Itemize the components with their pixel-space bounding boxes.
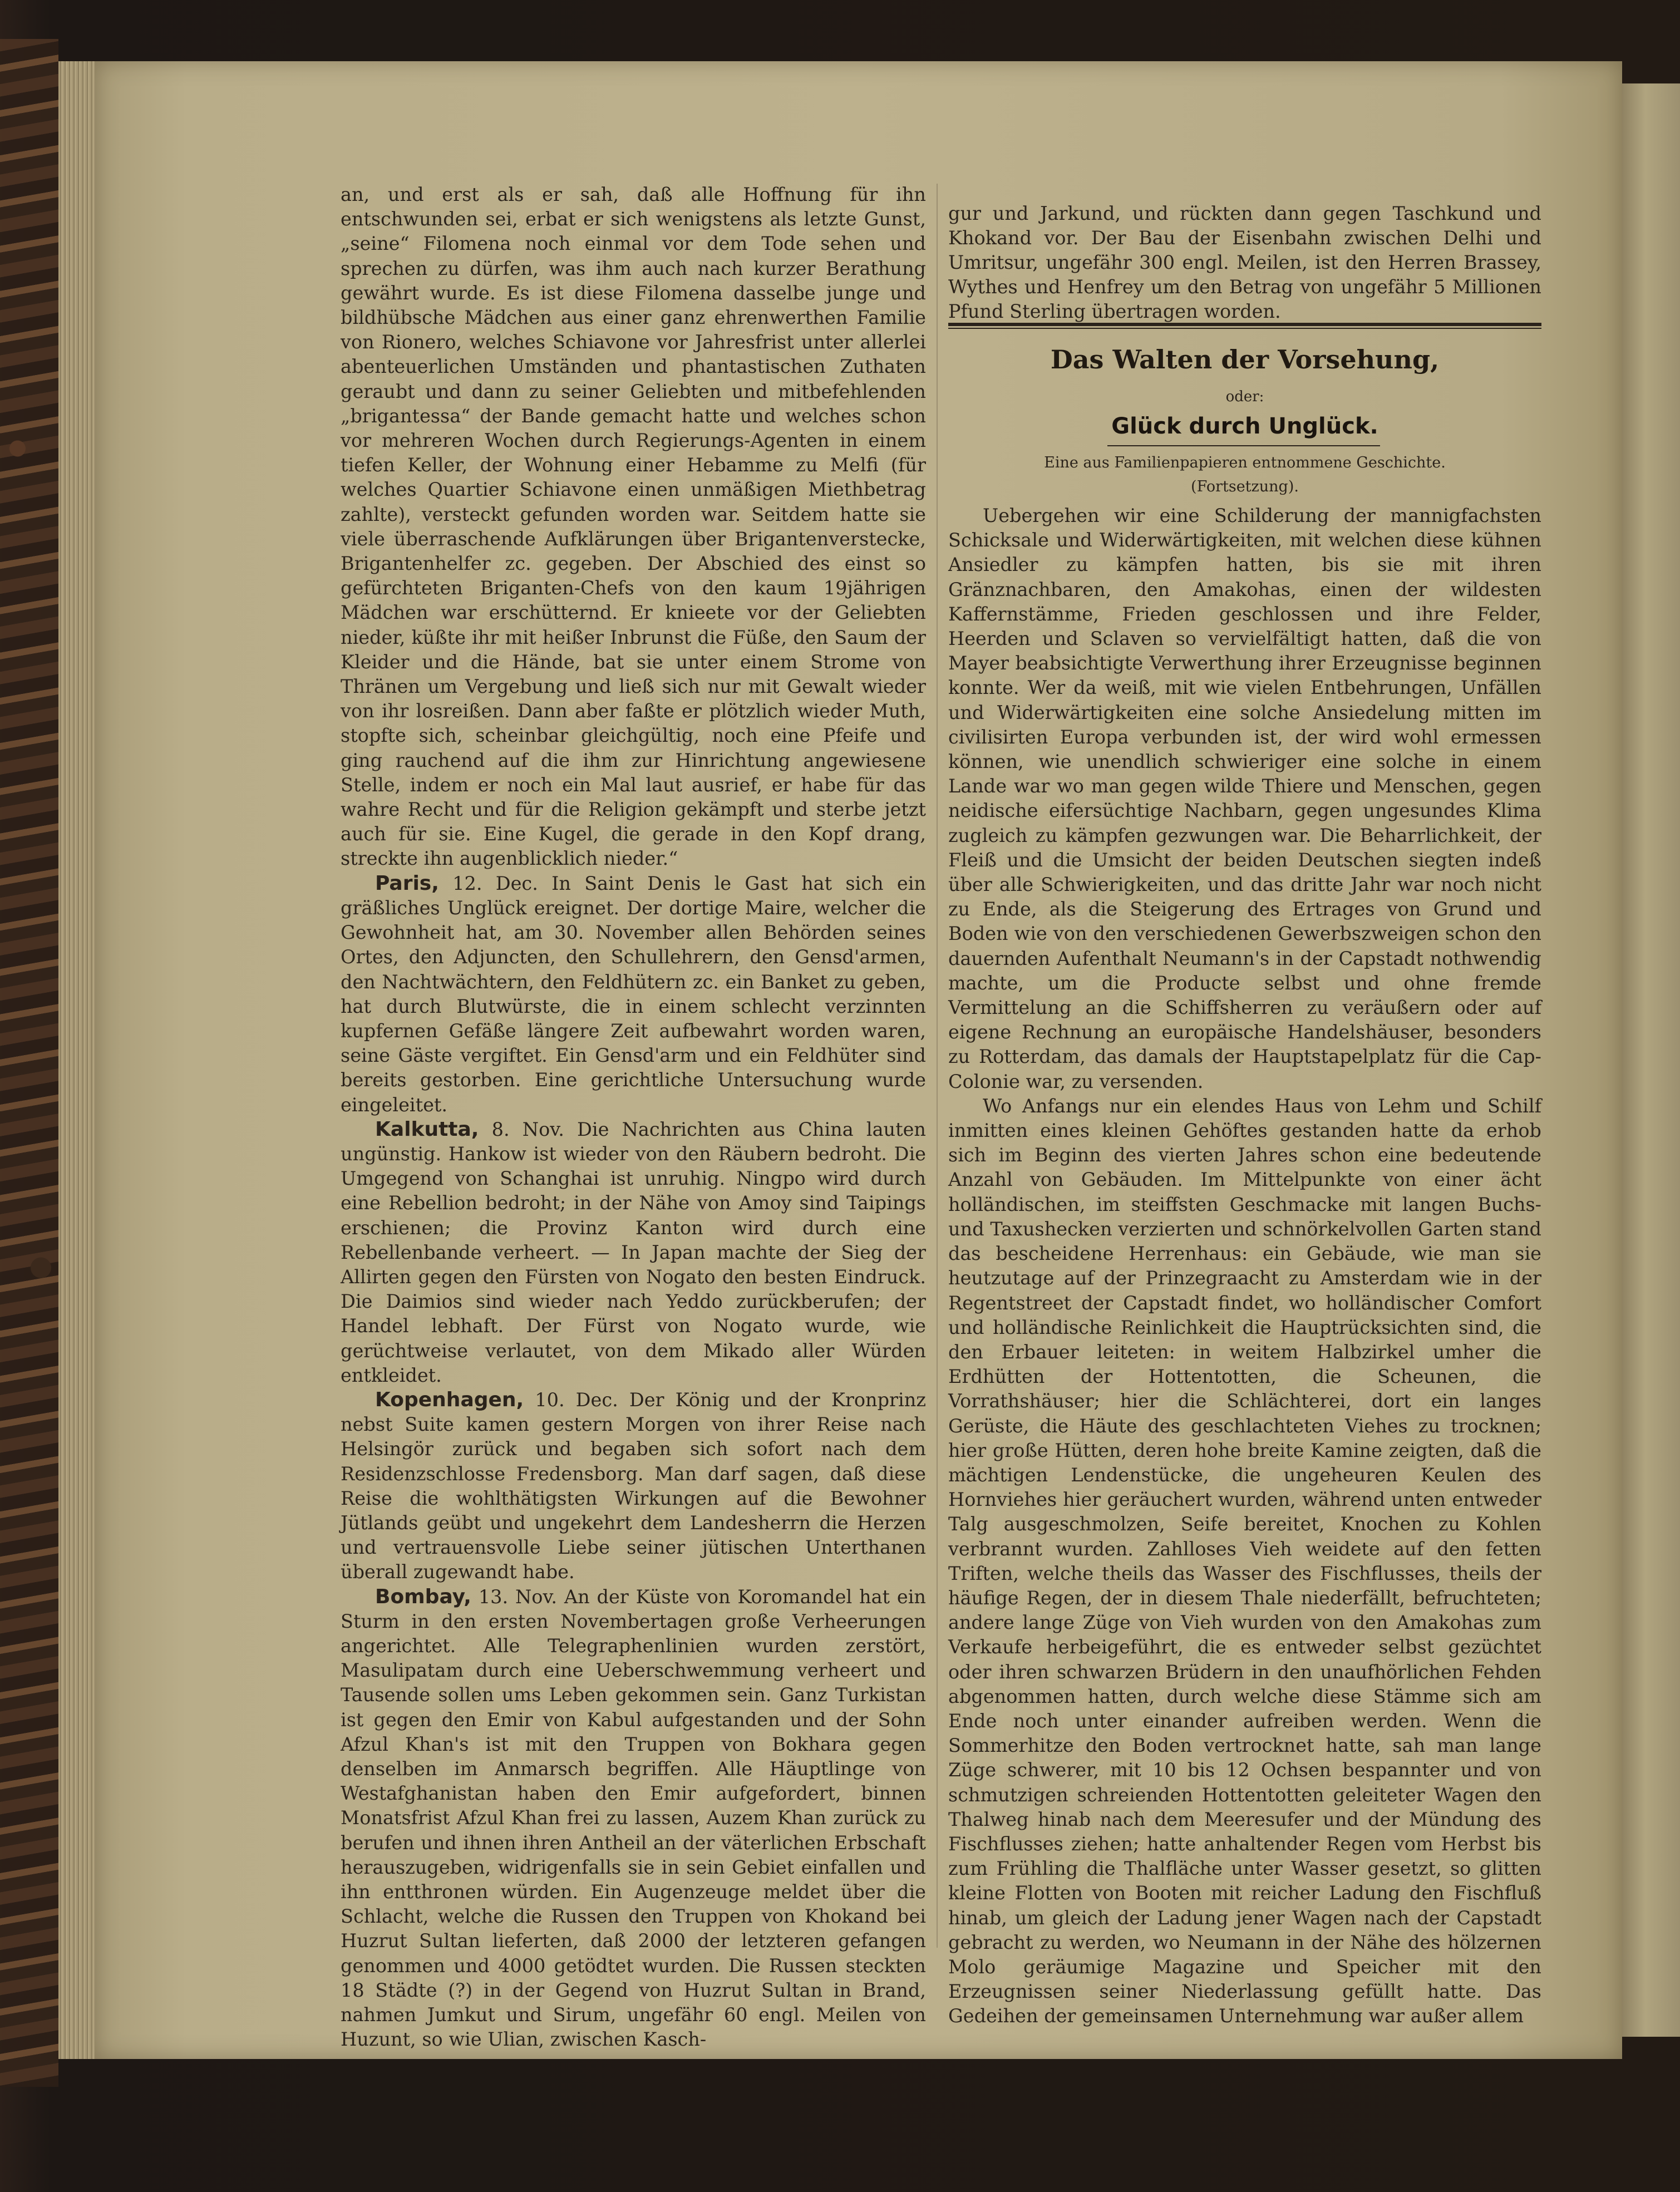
section-rule-thin [948, 328, 1541, 329]
news-text: 12. Dec. In Saint Denis le Gast hat sich ein gräßliches Unglück ereignet. Der dortige Maire, welcher die Gewohnheit hat, am 30. November allen Behörden seines Ortes, den Adjuncten, den Schullehrern, den Gensd'armen, den Nachtwächtern, den Feldhütern zc. ein Banket zu geben, hat durch Blutwürste, die in einem schlecht verzinnten kupfernen Gefäße längere Zeit aufbewahrt worden waren, seine Gäste vergiftet. Ein Gensd'arm und ein Feldhüter sind bereits gestorben. Eine gerichtliche Untersuchung wurde eingeleitet. [341, 872, 926, 1116]
story-paragraph: Uebergehen wir eine Schilderung der mannigfachsten Schicksale und Widerwärtigkeiten, mit welchen diese kühnen Ansiedler zu kämpfen hatten, bis sie mit ihren Gränznachbaren, den Amakohas, einen der wildesten Kaffernstämme, Frieden geschlossen und ihre Felder, Heerden und Sclaven so vervielfältigt hatten, daß die von Mayer beabsichtigte Verwerthung ihrer Erzeugnisse beginnen konnte. Wer da weiß, mit wie vielen Entbehrungen, Unfällen und Widerwärtigkeiten eine solche Ansiedelung mitten im civilisirten Europa verbunden ist, der wird wohl ermessen können, wie unendlich schwieriger eine solche in einem Lande war wo man gegen wilde Thiere und Menschen, gegen neidische eifersüchtige Nachbarn, gegen ungesundes Klima zugleich zu kämpfen gezwungen war. Die Beharrlichkeit, der Fleiß und die Umsicht der beiden Deutschen siegten indeß über alle Schwierigkeiten, und das dritte Jahr war noch nicht zu Ende, als die Steigerung des Ertrages von Grund und Boden wie von den verschiedenen Gewerbszweigen schon den dauernden Aufenthalt Neumann's in der Capstadt nothwendig machte, um die Producte selbst und ohne fremde Vermittelung an die Schiffsherren zu veräußern oder auf eigene Rechnung an europäische Handelshäuser, besonders zu Rotterdam, das damals der Hauptstapelplatz für die Cap-Colonie war, zu versenden. [948, 505, 1541, 1092]
news-text: 13. Nov. An der Küste von Koromandel hat ein Sturm in den ersten Novembertagen große Verheerungen angerichtet. Alle Telegraphenlinien wurden zerstört, Masulipatam durch eine Ueberschwemmung verheert und Tausende sollen ums Leben gekommen sein. Ganz Turkistan ist gegen den Emir von Kabul aufgestanden und der Sohn Afzul Khan's ist mit den Truppen von Bokhara gegen denselben im Anmarsch begriffen. Alle Häuptlinge von Westafghanistan haben den Emir aufgefordert, binnen Monatsfrist Afzul Khan frei zu lassen, Auzem Khan zurück zu berufen und ihnen ihren Antheil an der väterlichen Erbschaft herauszugeben, widrigenfalls sie in sein Gebiet einfallen und ihn entthronen würden. Ein Augenzeuge meldet über die Schlacht, welche die Russen den Truppen von Khokand bei Huzrut Sultan lieferten, daß 2000 der letzteren gefangen genommen und 4000 getödtet wurden. Die Russen steckten 18 Städte (?) in der Gegend von Huzrut Sultan in Brand, nahmen Jumkut und Sirum, ungefähr 60 engl. Meilen von Huzunt, so wie Ulian, zwischen Kasch- [341, 1585, 926, 2051]
story-source-line: Eine aus Familienpapieren entnommene Geschichte. [1044, 454, 1446, 471]
right-column-top [948, 183, 1541, 323]
subtitle-rule [1107, 445, 1380, 446]
article-paragraph: an, und erst als er sah, daß alle Hoffnung für ihn entschwunden sei, erbat er sich wenigstens als letzte Gunst, „seine“ Filomena noch einmal vor dem Tode sehen und sprechen zu dürfen, was ihm auch nach kurzer Berathung gewährt wurde. Es ist diese Filomena dasselbe junge und bildhübsche Mädchen aus einer ganz ehrenwerthen Familie von Rionero, welches Schiavone vor Jahresfrist unter allerlei abenteuerlichen Umständen und phantastischen Zuthaten geraubt und dann zu seiner Geliebten und mitbefehlenden „brigantessa“ der Bande gemacht hatte und welches schon vor mehreren Wochen durch Regierungs-Agenten in einem tiefen Keller, der Wohnung einer Hebamme zu Melfi (für welches Quartier Schiavone einen unmäßigen Miethbetrag zahlte), versteckt gefunden worden war. Seitdem hatte sie viele überraschende Aufklärungen über Brigantenverstecke, Brigantenhelfer zc. gegeben. Der Abschied des einst so gefürchteten Briganten-Chefs von den kaum 19jährigen Mädchen war erschütternd. Er knieete vor der Geliebten nieder, küßte ihr mit heißer Inbrunst die Füße, den Saum der Kleider und die Hände, bat sie unter einem Strome von Thränen um Vergebung und ließ sich nur mit Gewalt wieder von ihr losreißen. Dann aber faßte er plötzlich wieder Muth, stopfte sich, scheinbar gleichgültig, noch eine Pfeife und ging rauchend auf die ihm zur Hinrichtung angewiesene Stelle, indem er noch ein Mal laut ausrief, er habe für das wahre Recht und für die Religion gekämpft und sterbe jetzt auch für sie. Eine Kugel, die gerade in den Kopf drang, streckte ihn augenblicklich nieder.“ [341, 184, 926, 870]
news-item-paris [341, 871, 926, 1117]
news-text: 10. Dec. Der König und der Kronprinz nebst Suite kamen gestern Morgen von ihrer Reise nach Helsingör zurück und begaben sich sofort nach dem Residenzschlosse Fredensborg. Man darf sagen, daß diese Reise die wohlthätigsten Wirkungen auf die Bewohner Jütlands geübt und ungekehrt dem Landesherrn die Herzen und vertrauensvolle Liebe seiner jütischen Unterthanen überall zugewandt habe. [341, 1388, 926, 1583]
news-item-kopenhagen [341, 1388, 926, 1585]
story-continuation-note: (Fortsetzung). [1191, 478, 1299, 495]
facing-page-edge [1622, 83, 1680, 2037]
left-column [341, 183, 926, 2051]
dateline-place: Bombay, [375, 1585, 471, 1608]
news-item-kalkutta [341, 1117, 926, 1388]
dateline-place: Kalkutta, [375, 1117, 479, 1141]
marbled-binding [0, 39, 58, 2087]
story-oder: oder: [1225, 388, 1264, 405]
dateline-place: Paris, [375, 871, 439, 895]
page-edges [58, 61, 97, 2059]
news-text: 8. Nov. Die Nachrichten aus China lauten ungünstig. Hankow ist wieder von den Räubern bedroht. Die Umgegend von Schanghai ist unruhig. Ningpo wird durch eine Rebellion bedroht; in der Nähe von Amoy sind Taipings erschienen; die Provinz Kanton wird durch eine Rebellenbande verheert. — In Japan machte der Sieg der Allirten gegen den Fürsten von Nogato den besten Eindruck. Die Daimios sind wieder nach Yeddo zurückberufen; der Handel lebhaft. Der Fürst von Nogato wurde, wie gerüchtweise verlautet, von dem Mikado aller Würden entkleidet. [341, 1118, 926, 1386]
story-paragraph: Wo Anfangs nur ein elendes Haus von Lehm und Schilf inmitten eines kleinen Gehöftes gestanden hatte da erhob sich im Beginn des vierten Jahres schon eine bedeutende Anzahl von Gebäuden. Im Mittelpunkte von einer ächt holländischen, im steiffsten Geschmacke mit langen Buchs- und Taxushecken verzierten und schnörkelvollen Garten stand das bescheidene Herrenhaus: ein Gebäude, wie man sie heutzutage auf der Prinzegraacht zu Amsterdam wie in der Regentstreet der Capstadt findet, wo holländischer Comfort und holländische Reinlichkeit die Hauptrücksichten sind, die den Erbauer leiteten: in weitem Halbzirkel umher die Erdhütten der Hottentotten, die Scheunen, die Vorrathshäuser; hier die Schlächterei, dort ein langes Gerüste, die Häute des geschlachteten Viehes zu trocknen; hier große Hütten, deren hohe breite Kamine zeigten, daß die mächtigen Lendenstücke, die ungeheuren Keulen des Hornviehes hier geräuchert wurden, während unten entweder Talg ausgeschmolzen, Seife bereitet, Knochen zu Kohlen verbrannt wurden. Zahlloses Vieh weidete auf den fetten Triften, welche theils das Wasser des Fischflusses, theils der häufige Regen, der in diesem Thale niederfällt, befruchteten; andere lange Züge von Vieh wurden von den Amakohas zum Verkaufe herbeigeführt, die es entweder selbst gezüchtet oder ihren schwarzen Brüdern in den unaufhörlichen Fehden abgenommen hatten, durch welche diese Stämme sich am Ende noch unter einander aufreiben werden. Wenn die Sommerhitze den Boden vertrocknet hatte, sah man lange Züge schwerer, mit 10 bis 12 Ochsen bespannter und von schmutzigen schreienden Hottentotten geleiteter Wagen den Thalweg hinab nach dem Meeresufer und der Mündung des Fischflusses ziehen; hatte anhaltender Regen vom Herbst bis zum Frühling die Thalfläche unter Wasser gesetzt, so glitten kleine Flotten von Booten mit reicher Ladung den Fischfluß hinab, um gleich der Ladung jener Wagen nach der Capstadt gebracht zu werden, wo Neumann in der Nähe des hölzernen Molo geräumige Magazine und Speicher mit den Erzeugnissen seiner Niederlassung gefüllt hatte. Das Gedeihen der gemeinsamen Unternehmung war außer allem [948, 1095, 1541, 2027]
news-item-bombay [341, 1585, 926, 2052]
dateline-place: Kopenhagen, [375, 1388, 524, 1411]
story-subtitle: Glück durch Unglück. [1111, 413, 1378, 439]
story-title: Das Walten der Vorsehung, [1050, 344, 1440, 375]
news-continuation: gur und Jarkund, und rückten dann gegen Taschkund und Khokand vor. Der Bau der Eisenbahn zwischen Delhi und Umritsur, ungefähr 300 engl. Meilen, ist den Herren Brassey, Wythes und Henfrey um den Betrag von ungefähr 5 Millionen Pfund Sterling übertragen worden. [948, 202, 1541, 323]
section-rule [948, 323, 1541, 326]
column-divider [937, 184, 938, 1948]
right-column-story [948, 504, 1541, 2027]
